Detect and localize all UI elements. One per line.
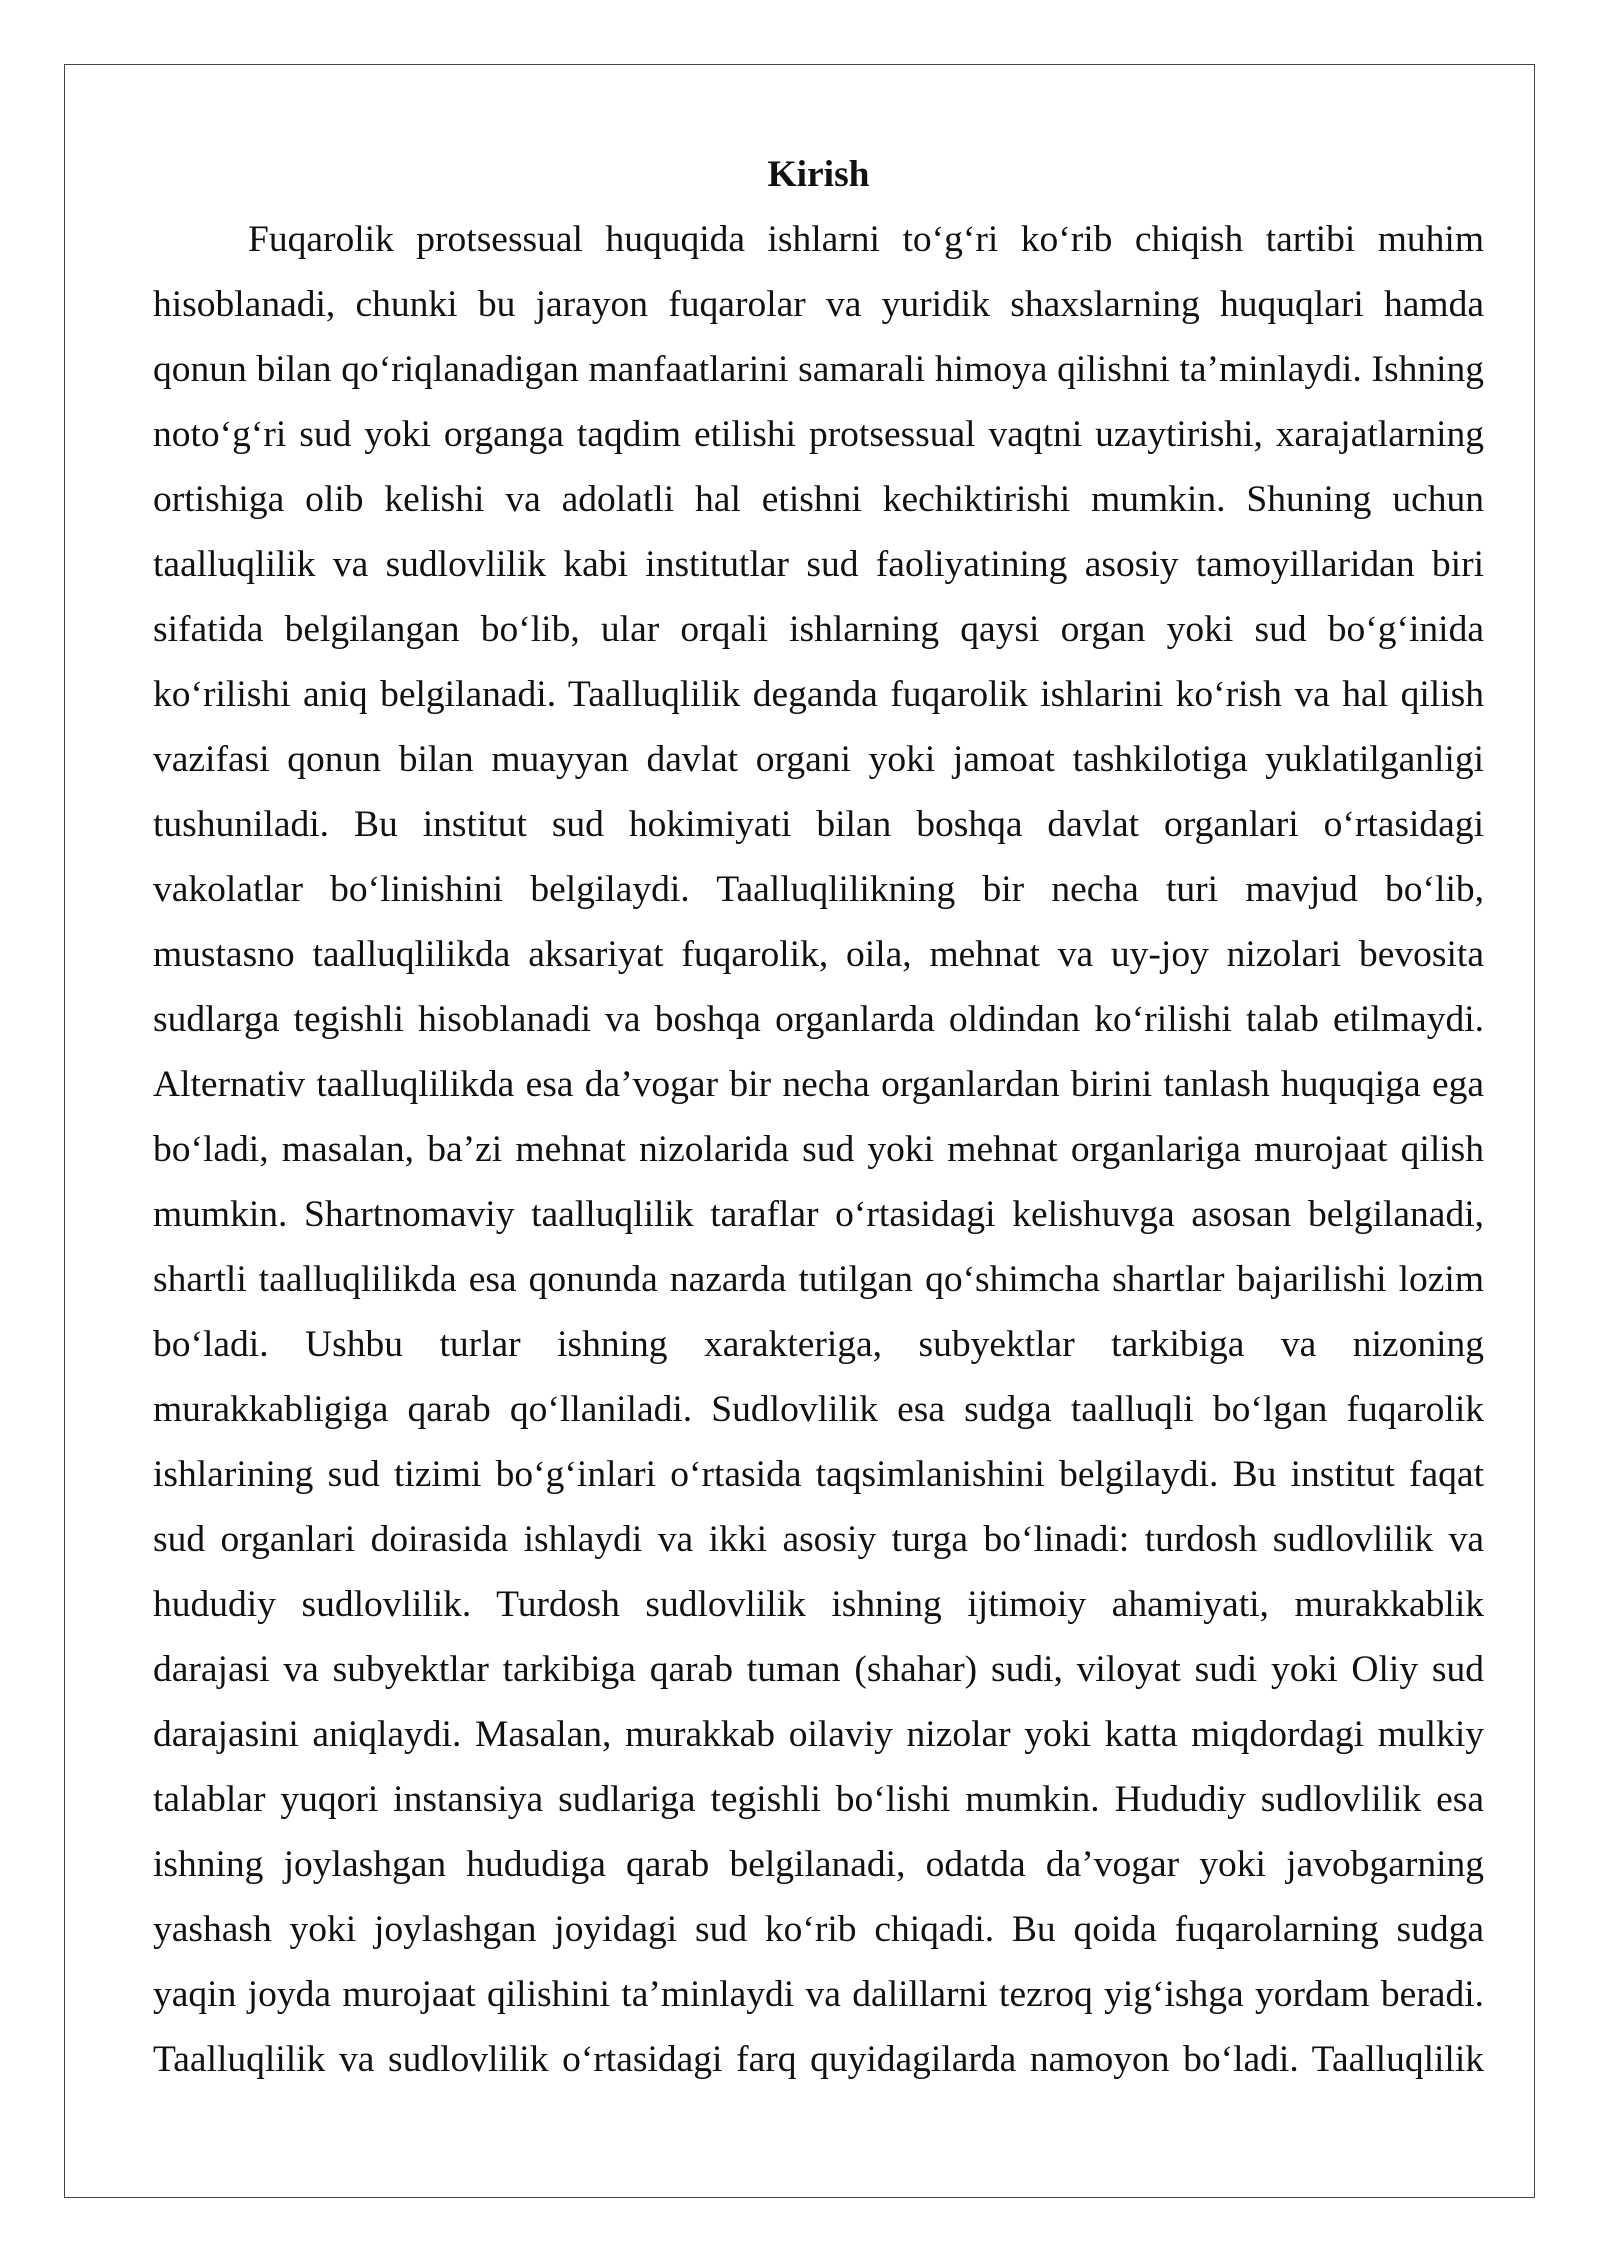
- paragraph-line: sud organlari doirasida ishlaydi va ikki asosiy turga bo‘linadi: turdosh sudlovlilik va: [153, 1519, 1484, 1560]
- paragraph-line: hisoblanadi, chunki bu jarayon fuqarolar va yuridik shaxslarning huquqlari hamda: [153, 284, 1484, 325]
- paragraph-line: darajasini aniqlaydi. Masalan, murakkab oilaviy nizolar yoki katta miqdordagi mulkiy: [153, 1714, 1484, 1755]
- paragraph-line: ishning joylashgan hududiga qarab belgilanadi, odatda da’vogar yoki javobgarning: [153, 1844, 1484, 1885]
- paragraph-line: talablar yuqori instansiya sudlariga tegishli bo‘lishi mumkin. Hududiy sudlovlilik esa: [153, 1779, 1484, 1820]
- paragraph-line: yashash yoki joylashgan joyidagi sud ko‘rib chiqadi. Bu qoida fuqarolarning sudga: [153, 1909, 1484, 1950]
- paragraph-line: vazifasi qonun bilan muayyan davlat organi yoki jamoat tashkilotiga yuklatilganligi: [153, 739, 1484, 780]
- paragraph-line: Taalluqlilik va sudlovlilik o‘rtasidagi farq quyidagilarda namoyon bo‘ladi. Taalluqlilik: [153, 2039, 1484, 2080]
- paragraph-line: sudlarga tegishli hisoblanadi va boshqa organlarda oldindan ko‘rilishi talab etilmaydi.: [153, 999, 1484, 1040]
- paragraph-line: sifatida belgilangan bo‘lib, ular orqali ishlarning qaysi organ yoki sud bo‘g‘inida: [153, 609, 1484, 650]
- paragraph-line: noto‘g‘ri sud yoki organga taqdim etilishi protsessual vaqtni uzaytirishi, xarajatlarning: [153, 414, 1484, 455]
- paragraph-line: shartli taalluqlilikda esa qonunda nazarda tutilgan qo‘shimcha shartlar bajarilishi lozim: [153, 1259, 1484, 1300]
- paragraph-line: tushuniladi. Bu institut sud hokimiyati bilan boshqa davlat organlari o‘rtasidagi: [153, 804, 1484, 845]
- paragraph-line: qonun bilan qo‘riqlanadigan manfaatlarini samarali himoya qilishni ta’minlaydi. Ishning: [153, 349, 1484, 390]
- paragraph-line: vakolatlar bo‘linishini belgilaydi. Taalluqlilikning bir necha turi mavjud bo‘lib,: [153, 869, 1484, 910]
- paragraph-line: Fuqarolik protsessual huquqida ishlarni to‘g‘ri ko‘rib chiqish tartibi muhim: [248, 219, 1484, 260]
- paragraph-line: yaqin joyda murojaat qilishini ta’minlaydi va dalillarni tezroq yig‘ishga yordam beradi.: [153, 1974, 1484, 2015]
- paragraph-line: bo‘ladi, masalan, ba’zi mehnat nizolarida sud yoki mehnat organlariga murojaat qilish: [153, 1129, 1484, 1170]
- paragraph-line: murakkabligiga qarab qo‘llaniladi. Sudlovlilik esa sudga taalluqli bo‘lgan fuqarolik: [153, 1389, 1484, 1430]
- section-title: Kirish: [767, 154, 870, 195]
- paragraph-line: ko‘rilishi aniq belgilanadi. Taalluqlilik deganda fuqarolik ishlarini ko‘rish va hal qilish: [153, 674, 1484, 715]
- body-paragraph: [153, 207, 1484, 2092]
- document-page: [153, 142, 1484, 2092]
- paragraph-line: bo‘ladi. Ushbu turlar ishning xarakteriga, subyektlar tarkibiga va nizoning: [153, 1324, 1484, 1365]
- paragraph-line: mustasno taalluqlilikda aksariyat fuqarolik, oila, mehnat va uy-joy nizolari bevosita: [153, 934, 1484, 975]
- paragraph-line: Alternativ taalluqlilikda esa da’vogar bir necha organlardan birini tanlash huquqiga ega: [153, 1064, 1484, 1105]
- paragraph-line: taalluqlilik va sudlovlilik kabi institutlar sud faoliyatining asosiy tamoyillaridan biri: [153, 544, 1484, 585]
- paragraph-line: darajasi va subyektlar tarkibiga qarab tuman (shahar) sudi, viloyat sudi yoki Oliy sud: [153, 1649, 1484, 1690]
- paragraph-line: mumkin. Shartnomaviy taalluqlilik taraflar o‘rtasidagi kelishuvga asosan belgilanadi,: [153, 1194, 1484, 1235]
- paragraph-line: ishlarining sud tizimi bo‘g‘inlari o‘rtasida taqsimlanishini belgilaydi. Bu institut faqat: [153, 1454, 1484, 1495]
- paragraph-line: hududiy sudlovlilik. Turdosh sudlovlilik ishning ijtimoiy ahamiyati, murakkablik: [153, 1584, 1484, 1625]
- paragraph-line: ortishiga olib kelishi va adolatli hal etishni kechiktirishi mumkin. Shuning uchun: [153, 479, 1484, 520]
